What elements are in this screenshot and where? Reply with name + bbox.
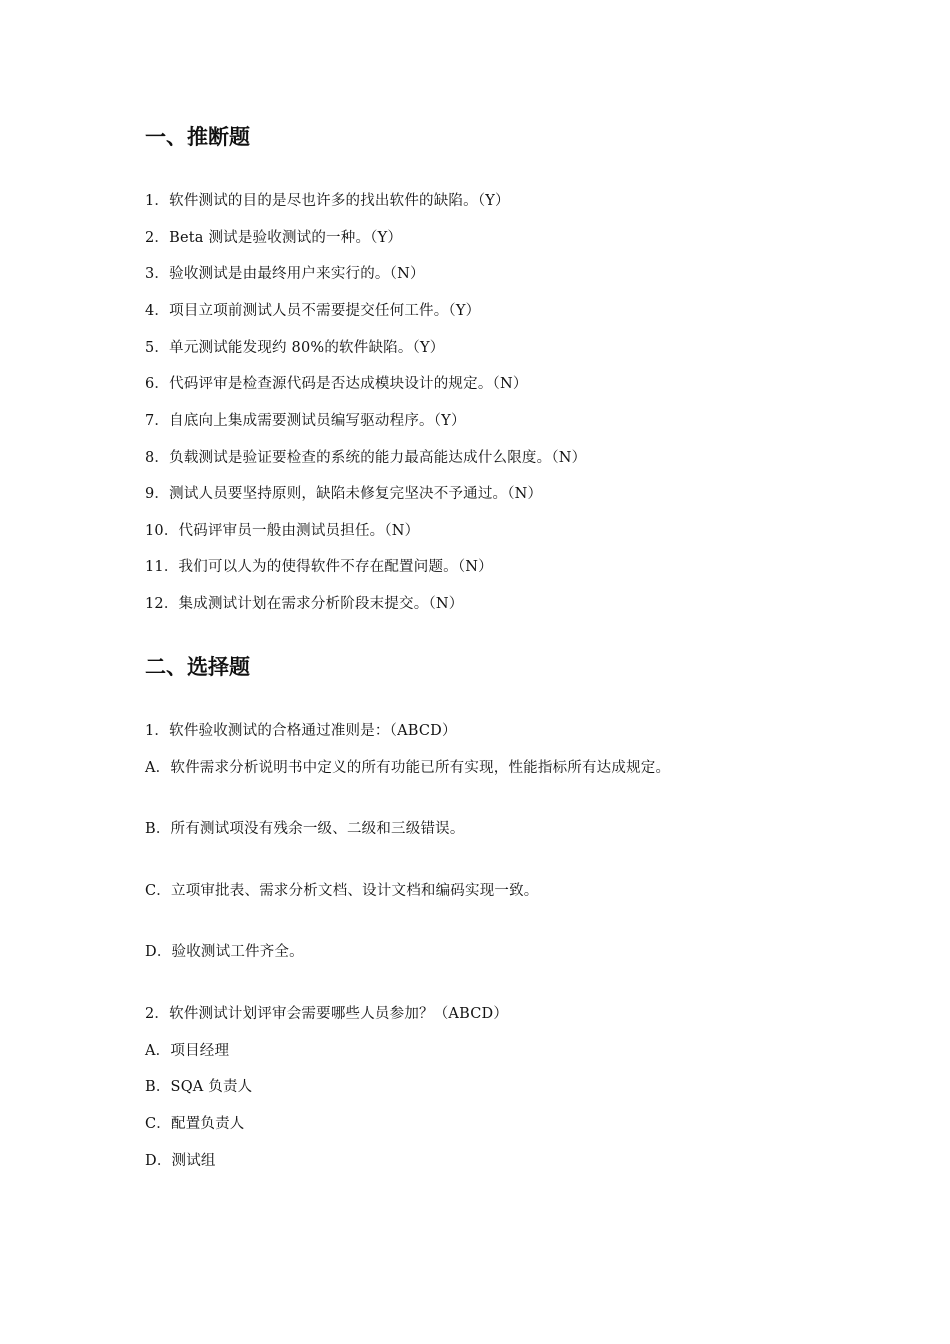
choice-q2-option-b: B．SQA 负责人 [145, 1079, 253, 1095]
judgement-item-1: 1．软件测试的目的是尽也许多的找出软件的缺陷。（Y） [145, 193, 510, 209]
judgement-item-6: 6．代码评审是检查源代码是否达成模块设计的规定。（N） [145, 376, 528, 392]
choice-q2-option-d: D．测试组 [145, 1153, 216, 1169]
choice-question-2: 2．软件测试计划评审会需要哪些人员参加？（ABCD） [145, 1006, 509, 1022]
choice-q2-option-a: A．项目经理 [145, 1043, 230, 1059]
judgement-item-3: 3．验收测试是由最终用户来实行的。（N） [145, 266, 425, 282]
choice-question-1: 1．软件验收测试的合格通过准则是：（ABCD） [145, 723, 457, 739]
judgement-item-9: 9．测试人员要坚持原则，缺陷未修复完坚决不予通过。（N） [145, 486, 543, 502]
judgement-item-2: 2．Beta 测试是验收测试的一种。（Y） [145, 230, 403, 246]
judgement-item-8: 8．负载测试是验证要检查的系统的能力最高能达成什么限度。（N） [145, 450, 587, 466]
section-title-judgement: 一、推断题 [145, 125, 250, 149]
judgement-item-12: 12．集成测试计划在需求分析阶段末提交。（N） [145, 596, 464, 612]
choice-q1-option-c: C．立项审批表、需求分析文档、设计文档和编码实现一致。 [145, 883, 539, 899]
choice-q2-option-c: C．配置负责人 [145, 1116, 245, 1132]
choice-q1-option-a: A．软件需求分析说明书中定义的所有功能已所有实现，性能指标所有达成规定。 [145, 760, 671, 776]
judgement-item-10: 10．代码评审员一般由测试员担任。（N） [145, 523, 420, 539]
section-title-choice: 二、选择题 [145, 655, 250, 679]
judgement-item-5: 5．单元测试能发现约 80%的软件缺陷。（Y） [145, 340, 445, 356]
choice-q1-option-d: D．验收测试工件齐全。 [145, 944, 304, 960]
judgement-item-4: 4．项目立项前测试人员不需要提交任何工件。（Y） [145, 303, 481, 319]
judgement-item-11: 11．我们可以人为的使得软件不存在配置问题。（N） [145, 559, 493, 575]
choice-q1-option-b: B．所有测试项没有残余一级、二级和三级错误。 [145, 821, 465, 837]
judgement-item-7: 7．自底向上集成需要测试员编写驱动程序。（Y） [145, 413, 466, 429]
